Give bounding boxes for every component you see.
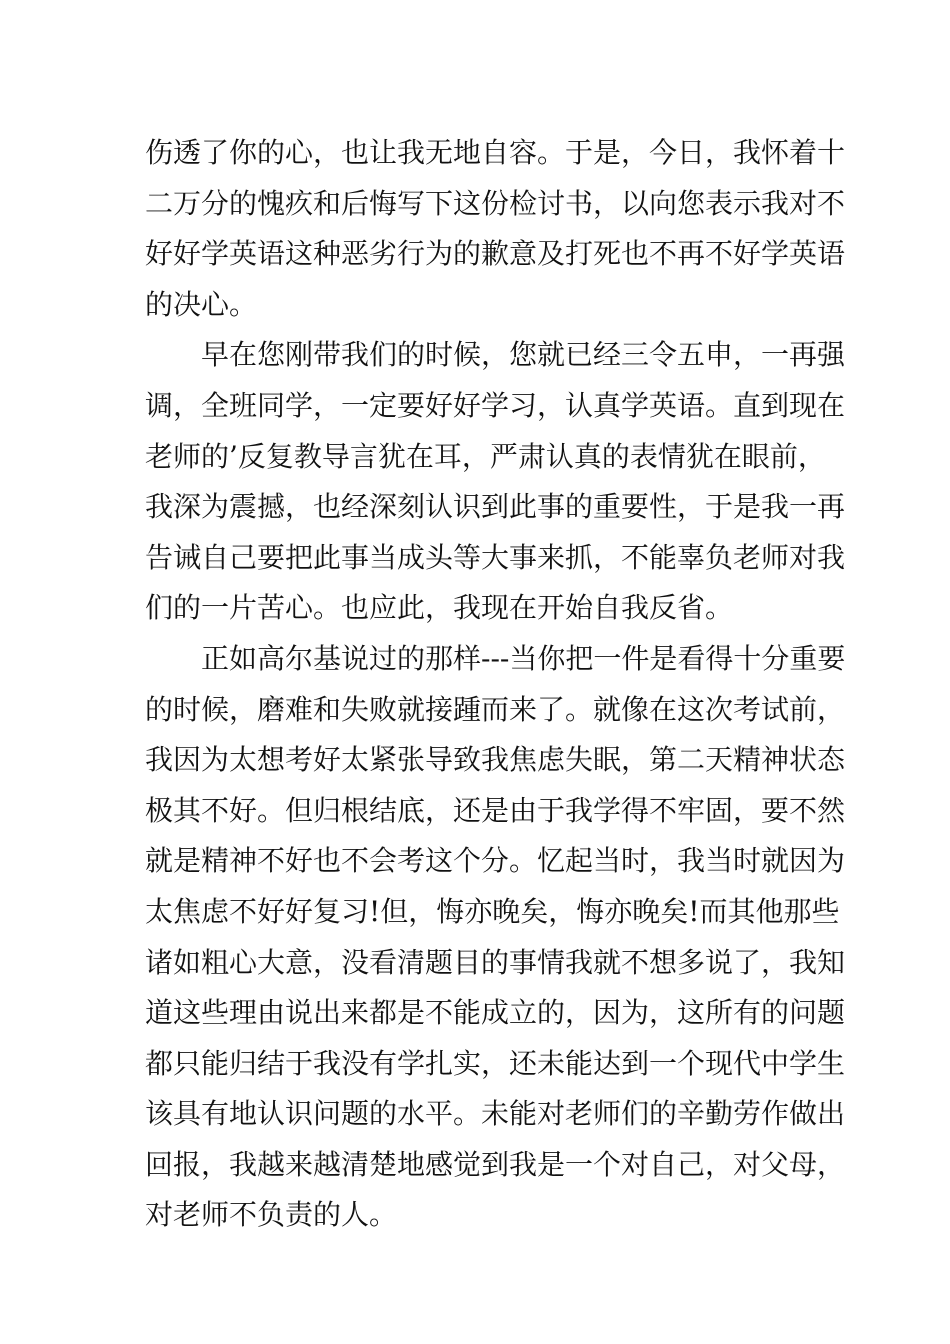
text-line: 二万分的愧疚和后悔写下这份检讨书，以向您表示我对不 [145,186,846,220]
text-line: 太焦虑不好好复习!但，悔亦晚矣，悔亦晚矣!而其他那些 [145,894,840,928]
text-line: 老师的’反复教导言犹在耳，严肃认真的表情犹在眼前， [145,439,826,473]
paragraph-start-line: 早在您刚带我们的时候，您就已经三令五申，一再强 [201,338,846,372]
text-line: 对老师不负责的人。 [145,1198,398,1232]
text-line: 们的一片苦心。也应此，我现在开始自我反省。 [145,591,734,625]
text-line: 都只能归结于我没有学扎实，还未能达到一个现代中学生 [145,1046,846,1080]
text-line: 告诫自己要把此事当成头等大事来抓，不能辜负老师对我 [145,540,846,574]
text-line: 的决心。 [145,287,258,321]
text-line: 道这些理由说出来都是不能成立的，因为，这所有的问题 [145,996,846,1030]
text-line: 极其不好。但归根结底，还是由于我学得不牢固，要不然 [145,793,846,827]
text-line: 回报，我越来越清楚地感觉到我是一个对自己，对父母， [145,1147,846,1181]
text-line: 我因为太想考好太紧张导致我焦虑失眠，第二天精神状态 [145,743,846,777]
document-body [145,128,846,1241]
text-line: 该具有地认识问题的水平。未能对老师们的辛勤劳作做出 [145,1097,846,1131]
text-line: 的时候，磨难和失败就接踵而来了。就像在这次考试前， [145,692,846,726]
text-line: 诸如粗心大意，没看清题目的事情我就不想多说了，我知 [145,945,846,979]
text-line: 调，全班同学，一定要好好学习，认真学英语。直到现在 [145,388,846,422]
text-line: 就是精神不好也不会考这个分。忆起当时，我当时就因为 [145,844,846,878]
paragraph-start-line: 正如高尔基说过的那样---当你把一件是看得十分重要 [201,641,846,675]
text-line: 伤透了你的心，也让我无地自容。于是，今日，我怀着十 [145,136,846,169]
text-line: 我深为震撼，也经深刻认识到此事的重要性，于是我一再 [145,490,846,524]
text-line: 好好学英语这种恶劣行为的歉意及打死也不再不好学英语 [145,237,846,271]
